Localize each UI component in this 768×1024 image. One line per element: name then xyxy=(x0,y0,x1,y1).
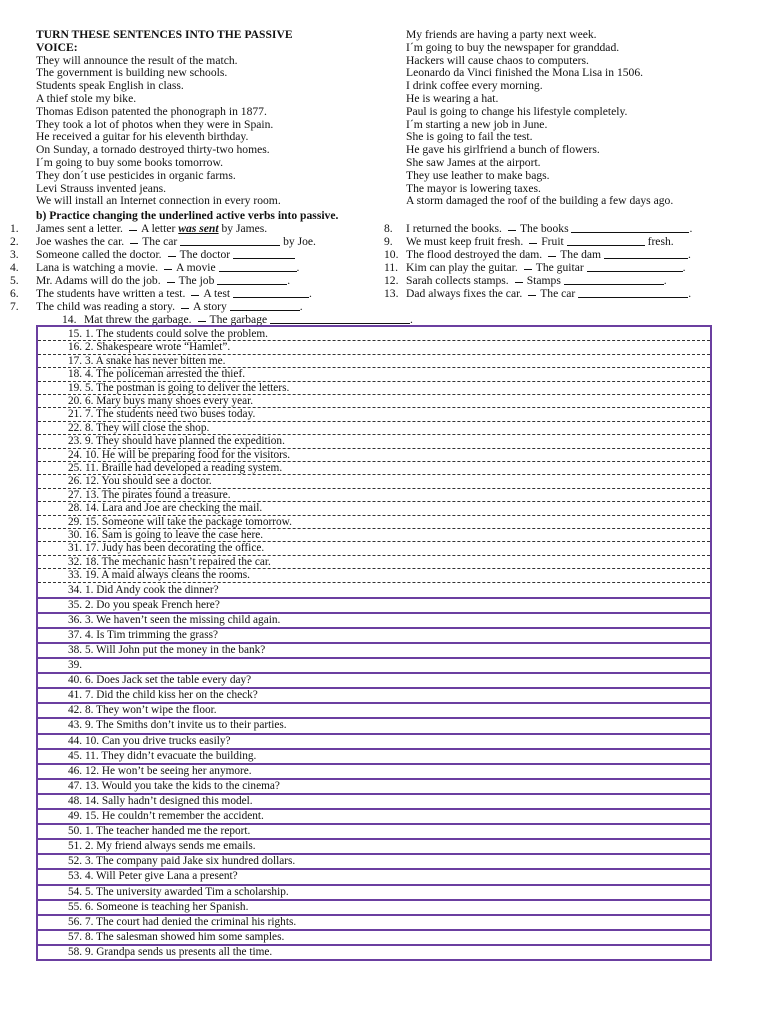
active-sentence: We must keep fruit fresh. xyxy=(406,235,524,248)
passive-end: . xyxy=(689,222,693,235)
exercise-number: 10. xyxy=(384,248,399,261)
passive-start: A movie xyxy=(176,261,219,274)
answer-blank[interactable] xyxy=(230,301,300,311)
passive-end: . xyxy=(296,261,300,274)
active-sentence: The students have written a test. xyxy=(36,287,186,300)
answer-row: 36. 3. We haven’t seen the missing child again. xyxy=(38,614,710,629)
sentence: The mayor is lowering taxes. xyxy=(406,181,541,195)
answer-row: 28. 14. Lara and Joe are checking the mail. xyxy=(38,502,710,515)
passive-end: . xyxy=(410,313,413,326)
answer-row: 23. 9. They should have planned the expedition. xyxy=(38,435,710,448)
exercise-number: 8. xyxy=(384,222,393,235)
active-sentence: I returned the books. xyxy=(406,222,502,235)
sentence: He gave his girlfriend a bunch of flowers. xyxy=(406,143,600,157)
answer-row: 40. 6. Does Jack set the table every day? xyxy=(38,674,710,689)
sentence: He received a guitar for his eleventh birthday. xyxy=(36,130,249,144)
passive-end: by Joe. xyxy=(280,235,316,248)
exercise-number: 6. xyxy=(10,287,19,300)
answer-row: 43. 9. The Smiths don’t invite us to their parties. xyxy=(38,719,710,734)
answer-row: 39. xyxy=(38,659,710,674)
passive-start: The car xyxy=(142,235,181,248)
left-sentence-column xyxy=(36,29,386,208)
answer-row: 35. 2. Do you speak French here? xyxy=(38,599,710,614)
exercise-number: 11. xyxy=(384,261,399,274)
passive-start: Stamps xyxy=(526,274,564,287)
sentence: A thief stole my bike. xyxy=(36,91,137,105)
answer-blank[interactable] xyxy=(571,223,689,233)
passive-end: . xyxy=(688,287,692,300)
active-sentence: The child was reading a story. xyxy=(36,300,175,313)
arrow-marker-icon xyxy=(198,317,206,322)
exercise-number: 13. xyxy=(384,287,399,300)
answer-row: 20. 6. Mary buys many shoes every year. xyxy=(38,395,710,408)
passive-start: A letter xyxy=(140,222,179,235)
answer-row: 51. 2. My friend always sends me emails. xyxy=(38,840,710,855)
answer-row: 21. 7. The students need two buses today. xyxy=(38,408,710,421)
arrow-marker-icon xyxy=(168,252,176,257)
answer-row: 18. 4. The policeman arrested the thief. xyxy=(38,368,710,381)
sentence: They don´t use pesticides in organic farms. xyxy=(36,168,236,182)
answer-blank[interactable] xyxy=(587,262,683,272)
exercise-item xyxy=(384,248,691,261)
exercise-item xyxy=(10,287,312,300)
sentence: Leonardo da Vinci finished the Mona Lisa in 1506. xyxy=(406,66,644,80)
sentence: I´m going to buy the newspaper for granddad. xyxy=(406,40,620,54)
exercise-item xyxy=(10,261,299,274)
answer-row: 52. 3. The company paid Jake six hundred dollars. xyxy=(38,855,710,870)
answer-row: 44. 10. Can you drive trucks easily? xyxy=(38,735,710,750)
exercise-number: 3. xyxy=(10,248,19,261)
part-b-heading: b) Practice changing the underlined active verbs into passive. xyxy=(36,209,339,222)
answer-row: 33. 19. A maid always cleans the rooms. xyxy=(38,569,710,582)
arrow-marker-icon xyxy=(181,304,189,309)
answer-blank[interactable] xyxy=(270,314,410,324)
answer-row: 30. 16. Sam is going to leave the case here. xyxy=(38,529,710,542)
active-sentence: Joe washes the car. xyxy=(36,235,125,248)
answer-row: 49. 15. He couldn’t remember the accident. xyxy=(38,810,710,825)
sentence: Thomas Edison patented the phonograph in 1877. xyxy=(36,104,267,118)
exercise-number: 2. xyxy=(10,235,19,248)
active-sentence: Mr. Adams will do the job. xyxy=(36,274,161,287)
answer-row: 56. 7. The court had denied the criminal his rights. xyxy=(38,916,710,931)
passive-start: The dam xyxy=(560,248,604,261)
answer-row: 53. 4. Will Peter give Lana a present? xyxy=(38,870,710,885)
exercise-number: 1. xyxy=(10,222,19,235)
exercise-item xyxy=(10,222,267,235)
sentence: She is going to fail the test. xyxy=(406,130,533,144)
passive-end: . xyxy=(299,300,303,313)
passive-end: fresh. xyxy=(644,235,674,248)
exercise-number: 7. xyxy=(10,300,19,313)
passive-end: . xyxy=(663,274,667,287)
worksheet-title: VOICE: xyxy=(36,40,78,54)
sentence: He is wearing a hat. xyxy=(406,91,499,105)
sentence: We will install an Internet connection in every room. xyxy=(36,194,281,208)
passive-end: . xyxy=(682,261,686,274)
active-sentence: Someone called the doctor. xyxy=(36,248,162,261)
exercise-number: 4. xyxy=(10,261,19,274)
answer-row: 34. 1. Did Andy cook the dinner? xyxy=(38,584,710,599)
answer-row: 25. 11. Braille had developed a reading system. xyxy=(38,462,710,475)
sentence: I´m going to buy some books tomorrow. xyxy=(36,155,223,169)
exercise-item xyxy=(384,222,692,235)
sentence: My friends are having a party next week. xyxy=(406,28,597,41)
arrow-marker-icon xyxy=(191,291,199,296)
exercise-item xyxy=(384,287,691,300)
exercise-item xyxy=(384,235,674,248)
exercise-number: 14. xyxy=(62,313,77,326)
sentence: I´m starting a new job in June. xyxy=(406,117,548,131)
answer-row: 57. 8. The salesman showed him some samples. xyxy=(38,931,710,946)
answer-row: 32. 18. The mechanic hasn’t repaired the car. xyxy=(38,556,710,569)
answer-blank[interactable] xyxy=(578,288,688,298)
sentence: They will announce the result of the match. xyxy=(36,53,238,67)
exercise-item xyxy=(10,274,290,287)
answer-row: 17. 3. A snake has never bitten me. xyxy=(38,355,710,368)
passive-end: by James. xyxy=(218,222,268,235)
exercise-number: 12. xyxy=(384,274,399,287)
sentence: Hackers will cause chaos to computers. xyxy=(406,53,589,67)
passive-start: The doctor xyxy=(179,248,234,261)
active-sentence: Sarah collects stamps. xyxy=(406,274,509,287)
exercise-number: 5. xyxy=(10,274,19,287)
right-sentence-column xyxy=(406,29,746,208)
answer-row: 27. 13. The pirates found a treasure. xyxy=(38,489,710,502)
answer-box xyxy=(36,325,712,961)
exercise-item xyxy=(10,300,303,313)
answer-row: 24. 10. He will be preparing food for the visitors. xyxy=(38,449,710,462)
sentence: A storm damaged the roof of the building a few days ago. xyxy=(406,194,674,208)
answer-row: 42. 8. They won’t wipe the floor. xyxy=(38,704,710,719)
answer-row: 19. 5. The postman is going to deliver the letters. xyxy=(38,382,710,395)
arrow-marker-icon xyxy=(508,226,516,231)
arrow-marker-icon xyxy=(164,265,172,270)
answer-row: 50. 1. The teacher handed me the report. xyxy=(38,825,710,840)
arrow-marker-icon xyxy=(529,239,537,244)
active-sentence: Lana is watching a movie. xyxy=(36,261,159,274)
sentence: On Sunday, a tornado destroyed thirty-two homes. xyxy=(36,143,270,157)
answer-row: 38. 5. Will John put the money in the bank? xyxy=(38,644,710,659)
answer-blank[interactable] xyxy=(217,275,287,285)
exercise-item xyxy=(384,274,667,287)
answer-row: 45. 11. They didn’t evacuate the building. xyxy=(38,750,710,765)
answer-row: 48. 14. Sally hadn’t designed this model. xyxy=(38,795,710,810)
answer-row: 26. 12. You should see a doctor. xyxy=(38,475,710,488)
passive-start: The car xyxy=(540,287,579,300)
arrow-marker-icon xyxy=(548,252,556,257)
arrow-marker-icon xyxy=(167,278,175,283)
passive-start: The garbage xyxy=(209,313,271,326)
passive-start: A story xyxy=(192,300,230,313)
worksheet-title: TURN THESE SENTENCES INTO THE PASSIVE xyxy=(36,28,293,41)
answer-blank[interactable] xyxy=(219,262,297,272)
sentence: Levi Strauss invented jeans. xyxy=(36,181,167,195)
answer-row: 55. 6. Someone is teaching her Spanish. xyxy=(38,901,710,916)
arrow-marker-icon xyxy=(528,291,536,296)
passive-start: The job xyxy=(178,274,218,287)
sentence: They use leather to make bags. xyxy=(406,168,550,182)
answer-blank[interactable] xyxy=(180,236,280,246)
passive-start: A test xyxy=(203,287,234,300)
answer-row: 58. 9. Grandpa sends us presents all the time. xyxy=(68,945,273,958)
exercise-item xyxy=(10,248,295,261)
arrow-marker-icon xyxy=(524,265,532,270)
answer-row: 31. 17. Judy has been decorating the office. xyxy=(38,542,710,555)
sentence: I drink coffee every morning. xyxy=(406,79,543,93)
passive-start: The books xyxy=(519,222,572,235)
arrow-marker-icon xyxy=(515,278,523,283)
active-sentence: The flood destroyed the dam. xyxy=(406,248,543,261)
arrow-marker-icon xyxy=(130,239,138,244)
passive-start: Fruit xyxy=(541,235,567,248)
answer-blank[interactable] xyxy=(604,249,688,259)
answer-row: 46. 12. He won’t be seeing her anymore. xyxy=(38,765,710,780)
answer-row: 22. 8. They will close the shop. xyxy=(38,422,710,435)
sentence: Students speak English in class. xyxy=(36,79,184,93)
sentence: They took a lot of photos when they were in Spain. xyxy=(36,117,274,131)
exercise-item xyxy=(10,235,316,248)
sentence: She saw James at the airport. xyxy=(406,155,541,169)
active-sentence: Dad always fixes the car. xyxy=(406,287,523,300)
passive-verb: was sent xyxy=(178,222,219,235)
active-sentence: James sent a letter. xyxy=(36,222,123,235)
answer-blank[interactable] xyxy=(567,236,645,246)
sentence: Paul is going to change his lifestyle completely. xyxy=(406,104,628,118)
exercise-number: 9. xyxy=(384,235,393,248)
passive-end: . xyxy=(309,287,312,300)
passive-end: . xyxy=(287,274,291,287)
answer-row: 37. 4. Is Tim trimming the grass? xyxy=(38,629,710,644)
answer-row: 47. 13. Would you take the kids to the cinema? xyxy=(38,780,710,795)
answer-blank[interactable] xyxy=(233,288,309,298)
answer-row: 29. 15. Someone will take the package tomorrow. xyxy=(38,516,710,529)
passive-start: The guitar xyxy=(535,261,587,274)
sentence: The government is building new schools. xyxy=(36,66,228,80)
passive-end: . xyxy=(687,248,691,261)
exercise-item xyxy=(384,261,686,274)
answer-row: 16. 2. Shakespeare wrote “Hamlet”. xyxy=(38,341,710,354)
answer-row: 41. 7. Did the child kiss her on the check? xyxy=(38,689,710,704)
active-sentence: Mat threw the garbage. xyxy=(84,313,192,326)
arrow-marker-icon xyxy=(129,226,137,231)
answer-blank[interactable] xyxy=(564,275,664,285)
active-sentence: Kim can play the guitar. xyxy=(406,261,518,274)
answer-row: 54. 5. The university awarded Tim a scholarship. xyxy=(38,886,710,901)
answer-blank[interactable] xyxy=(233,249,295,259)
answer-row: 15. 1. The students could solve the problem. xyxy=(38,328,710,341)
